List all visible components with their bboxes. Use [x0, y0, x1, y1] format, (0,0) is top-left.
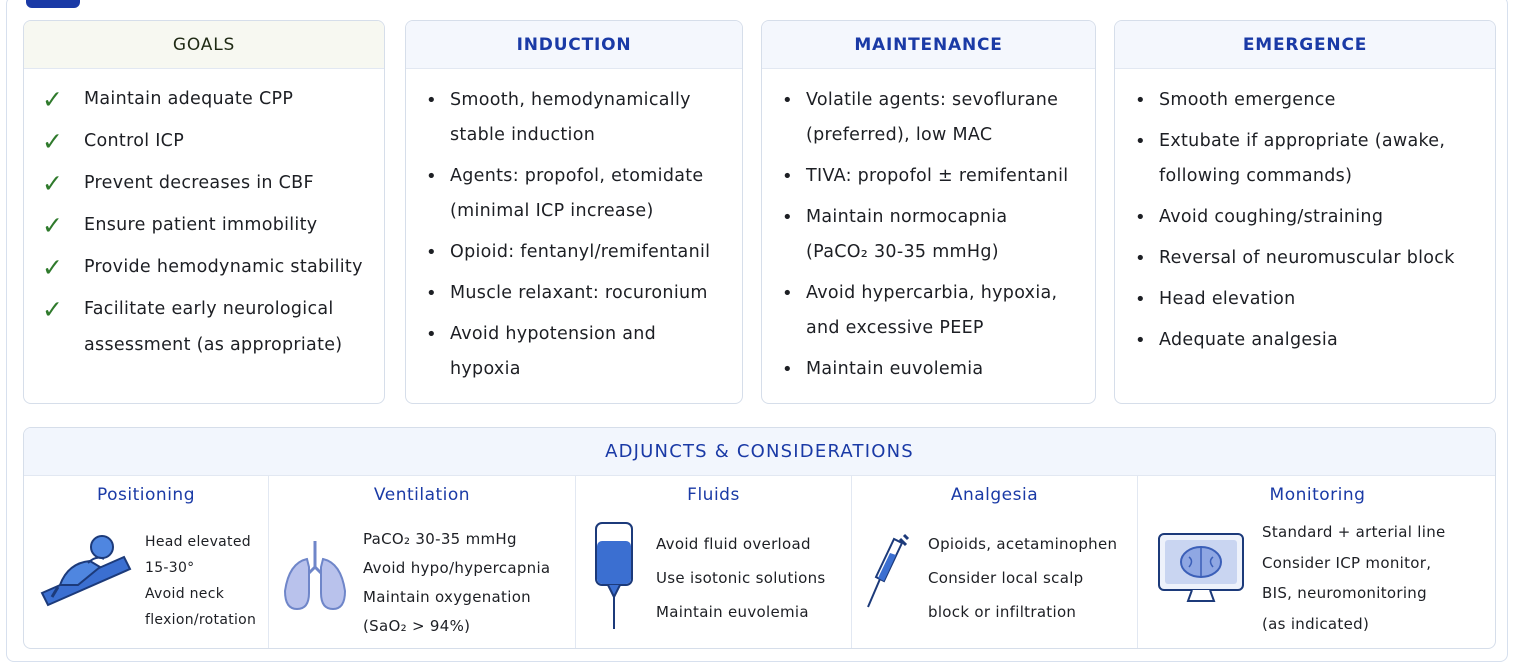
induction-item: • Smooth, hemodynamically stable induction	[422, 83, 700, 153]
emergence-item: • Head elevation	[1131, 282, 1481, 317]
monitoring-line: Standard + arterial line	[1262, 523, 1446, 541]
goals-card	[23, 20, 385, 404]
goal-item: ✓ Control ICP	[42, 127, 185, 156]
induction-card	[405, 20, 743, 404]
emergence-item: • Adequate analgesia	[1131, 323, 1481, 358]
analgesia-line: Opioids, acetaminophen	[928, 535, 1118, 553]
analgesia-line: block or infiltration	[928, 603, 1077, 621]
maintenance-item: • Avoid hypercarbia, hypoxia, and excessive PEEP	[778, 276, 1076, 346]
positioning-line: Avoid neck	[145, 586, 225, 602]
check-icon: ✓	[42, 295, 63, 324]
ventilation-title: Ventilation	[373, 485, 471, 505]
goal-item: ✓ Ensure patient immobility	[42, 211, 318, 240]
fluids-line: Maintain euvolemia	[656, 603, 809, 621]
lungs-icon	[281, 537, 349, 615]
positioning-line: Head elevated	[145, 534, 251, 550]
maintenance-item: • Maintain euvolemia	[778, 352, 1081, 387]
fluids-line: Use isotonic solutions	[656, 569, 826, 587]
corner-tab	[26, 0, 80, 8]
fluids-title: Fluids	[687, 485, 740, 505]
fluids-column	[576, 475, 852, 648]
goal-item: ✓ Prevent decreases in CBF	[42, 169, 314, 198]
induction-item: • Opioid: fentanyl/remifentanil	[422, 235, 728, 270]
analgesia-column	[852, 475, 1138, 648]
check-icon: ✓	[42, 85, 63, 114]
brain-monitor-icon	[1156, 531, 1246, 607]
ventilation-line: (SaO₂ > 94%)	[363, 617, 471, 635]
check-icon: ✓	[42, 253, 63, 282]
monitoring-column	[1138, 475, 1496, 648]
monitoring-title: Monitoring	[1269, 485, 1366, 505]
emergence-card	[1114, 20, 1496, 404]
goal-item: ✓ Provide hemodynamic stability	[42, 253, 363, 282]
emergence-item: • Extubate if appropriate (awake, following commands)	[1131, 124, 1469, 194]
check-icon: ✓	[42, 127, 63, 156]
induction-item: • Agents: propofol, etomidate (minimal ICP increase)	[422, 159, 726, 229]
monitoring-line: (as indicated)	[1262, 614, 1370, 633]
maintenance-card	[761, 20, 1096, 404]
ventilation-line: Maintain oxygenation	[363, 588, 531, 606]
positioning-line: 15-30°	[145, 560, 195, 576]
iv-bag-icon	[592, 519, 636, 631]
induction-title: INDUCTION	[406, 21, 742, 69]
positioning-column	[24, 475, 269, 648]
maintenance-item: • Volatile agents: sevoflurane (preferred), low MAC	[778, 83, 1076, 153]
emergence-item: • Smooth emergence	[1131, 83, 1481, 118]
goals-title: GOALS	[24, 21, 384, 69]
syringe-icon	[864, 531, 912, 611]
positioning-title: Positioning	[97, 485, 195, 505]
adjuncts-title: ADJUNCTS & CONSIDERATIONS	[24, 428, 1495, 476]
check-icon: ✓	[42, 211, 63, 240]
check-icon: ✓	[42, 169, 63, 198]
monitoring-line: Consider ICP monitor,	[1262, 553, 1432, 572]
monitoring-line: BIS, neuromonitoring	[1262, 584, 1427, 602]
analgesia-title: Analgesia	[950, 485, 1039, 505]
emergence-title: EMERGENCE	[1115, 21, 1495, 69]
fluids-line: Avoid fluid overload	[656, 535, 811, 553]
induction-item: • Avoid hypotension and hypoxia	[422, 317, 690, 387]
goal-item: ✓ Facilitate early neurological assessment (as appropriate)	[42, 295, 343, 355]
emergence-item: • Reversal of neuromuscular block	[1131, 241, 1481, 276]
emergence-item: • Avoid coughing/straining	[1131, 200, 1481, 235]
ventilation-line: PaCO₂ 30-35 mmHg	[363, 530, 517, 548]
maintenance-title: MAINTENANCE	[762, 21, 1095, 69]
goal-item: ✓ Maintain adequate CPP	[42, 85, 294, 114]
induction-item: • Muscle relaxant: rocuronium	[422, 276, 728, 311]
maintenance-item: • Maintain normocapnia (PaCO₂ 30-35 mmHg)	[778, 200, 1036, 270]
adjuncts-panel	[23, 427, 1496, 649]
patient-positioning-icon	[38, 523, 134, 615]
maintenance-item: • TIVA: propofol ± remifentanil	[778, 159, 1081, 194]
positioning-line: flexion/rotation	[145, 612, 257, 628]
ventilation-column	[269, 475, 576, 648]
ventilation-line: Avoid hypo/hypercapnia	[363, 559, 551, 577]
analgesia-line: Consider local scalp	[928, 569, 1084, 587]
